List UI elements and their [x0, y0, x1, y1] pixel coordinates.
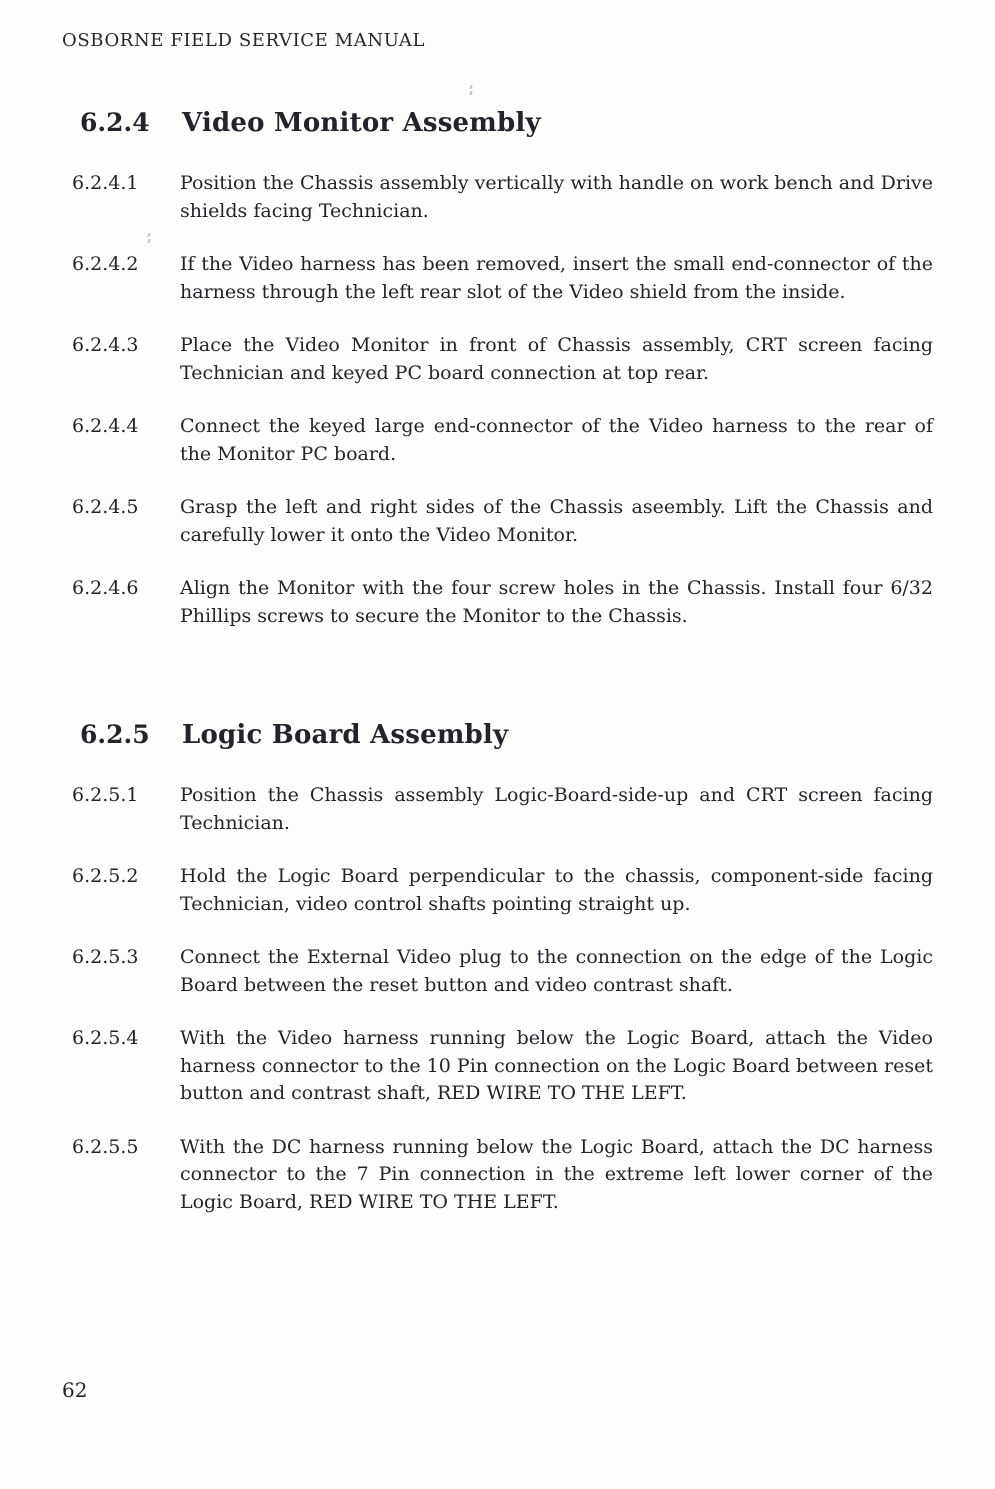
section-heading: [72, 106, 933, 140]
step-text: With the Video harness running below the Logic Board, attach the Video harness connector to the 10 Pin connection on the Logic Board between reset button and contrast shaft, RED WIRE TO THE LEFT.: [180, 1027, 933, 1104]
step-text: Connect the keyed large end-connector of the Video harness to the rear of the Monitor PC board.: [180, 415, 933, 465]
step-text: Position the Chassis assembly vertically with handle on work bench and Drive shields facing Technician.: [180, 172, 933, 222]
step-text: Place the Video Monitor in front of Chassis assembly, CRT screen facing Technician and keyed PC board connection at top rear.: [180, 334, 933, 384]
section-logic-board-assembly: [72, 718, 933, 1216]
section-video-monitor-assembly: [72, 106, 933, 630]
running-header: OSBORNE FIELD SERVICE MANUAL: [62, 30, 426, 51]
section-number: 6.2.4: [80, 108, 150, 137]
step-text: Position the Chassis assembly Logic-Board-side-up and CRT screen facing Technician.: [180, 784, 933, 834]
step-number: 6.2.4.5: [72, 496, 139, 518]
step-number: 6.2.5.3: [72, 946, 139, 968]
step-text: Align the Monitor with the four screw holes in the Chassis. Install four 6/32 Phillips screws to secure the Monitor to the Chassis.: [180, 577, 933, 627]
step-number: 6.2.4.6: [72, 577, 139, 599]
scan-artifact-heading: [468, 84, 476, 96]
procedure-step: [72, 1134, 933, 1217]
page-content: [72, 106, 933, 1242]
step-number: 6.2.4.1: [72, 172, 139, 194]
step-text: If the Video harness has been removed, insert the small end-connector of the harness through the left rear slot of the Video shield from the inside.: [180, 253, 933, 303]
step-text: With the DC harness running below the Logic Board, attach the DC harness connector to the 7 Pin connection in the extreme left lower corner of the Logic Board, RED WIRE TO THE LEFT.: [180, 1135, 933, 1213]
procedure-step: [72, 170, 933, 225]
procedure-step: [72, 944, 933, 999]
step-text: Grasp the left and right sides of the Chassis aseembly. Lift the Chassis and carefully lower it onto the Video Monitor.: [180, 496, 933, 546]
step-number: 6.2.4.2: [72, 253, 139, 275]
procedure-step: [72, 1025, 933, 1108]
step-number: 6.2.5.5: [72, 1135, 139, 1158]
step-number: 6.2.5.4: [72, 1027, 139, 1049]
section-heading: [72, 718, 933, 752]
step-text: Hold the Logic Board perpendicular to the chassis, component-side facing Technician, video control shafts pointing straight up.: [180, 865, 933, 915]
section-number: 6.2.5: [80, 720, 150, 749]
procedure-step: [72, 332, 933, 387]
procedure-step: [72, 782, 933, 837]
step-number: 6.2.5.1: [72, 784, 139, 806]
page-number: 62: [62, 1378, 88, 1402]
section-title: Logic Board Assembly: [182, 720, 509, 750]
procedure-step: [72, 863, 933, 918]
step-number: 6.2.5.2: [72, 865, 139, 887]
step-number: 6.2.4.4: [72, 415, 139, 437]
procedure-step: [72, 494, 933, 549]
step-number: 6.2.4.3: [72, 334, 139, 356]
procedure-step: [72, 575, 933, 630]
step-text: Connect the External Video plug to the connection on the edge of the Logic Board between the reset button and video contrast shaft.: [180, 946, 933, 996]
procedure-step: [72, 251, 933, 306]
section-title: Video Monitor Assembly: [182, 108, 541, 138]
procedure-step: [72, 413, 933, 468]
